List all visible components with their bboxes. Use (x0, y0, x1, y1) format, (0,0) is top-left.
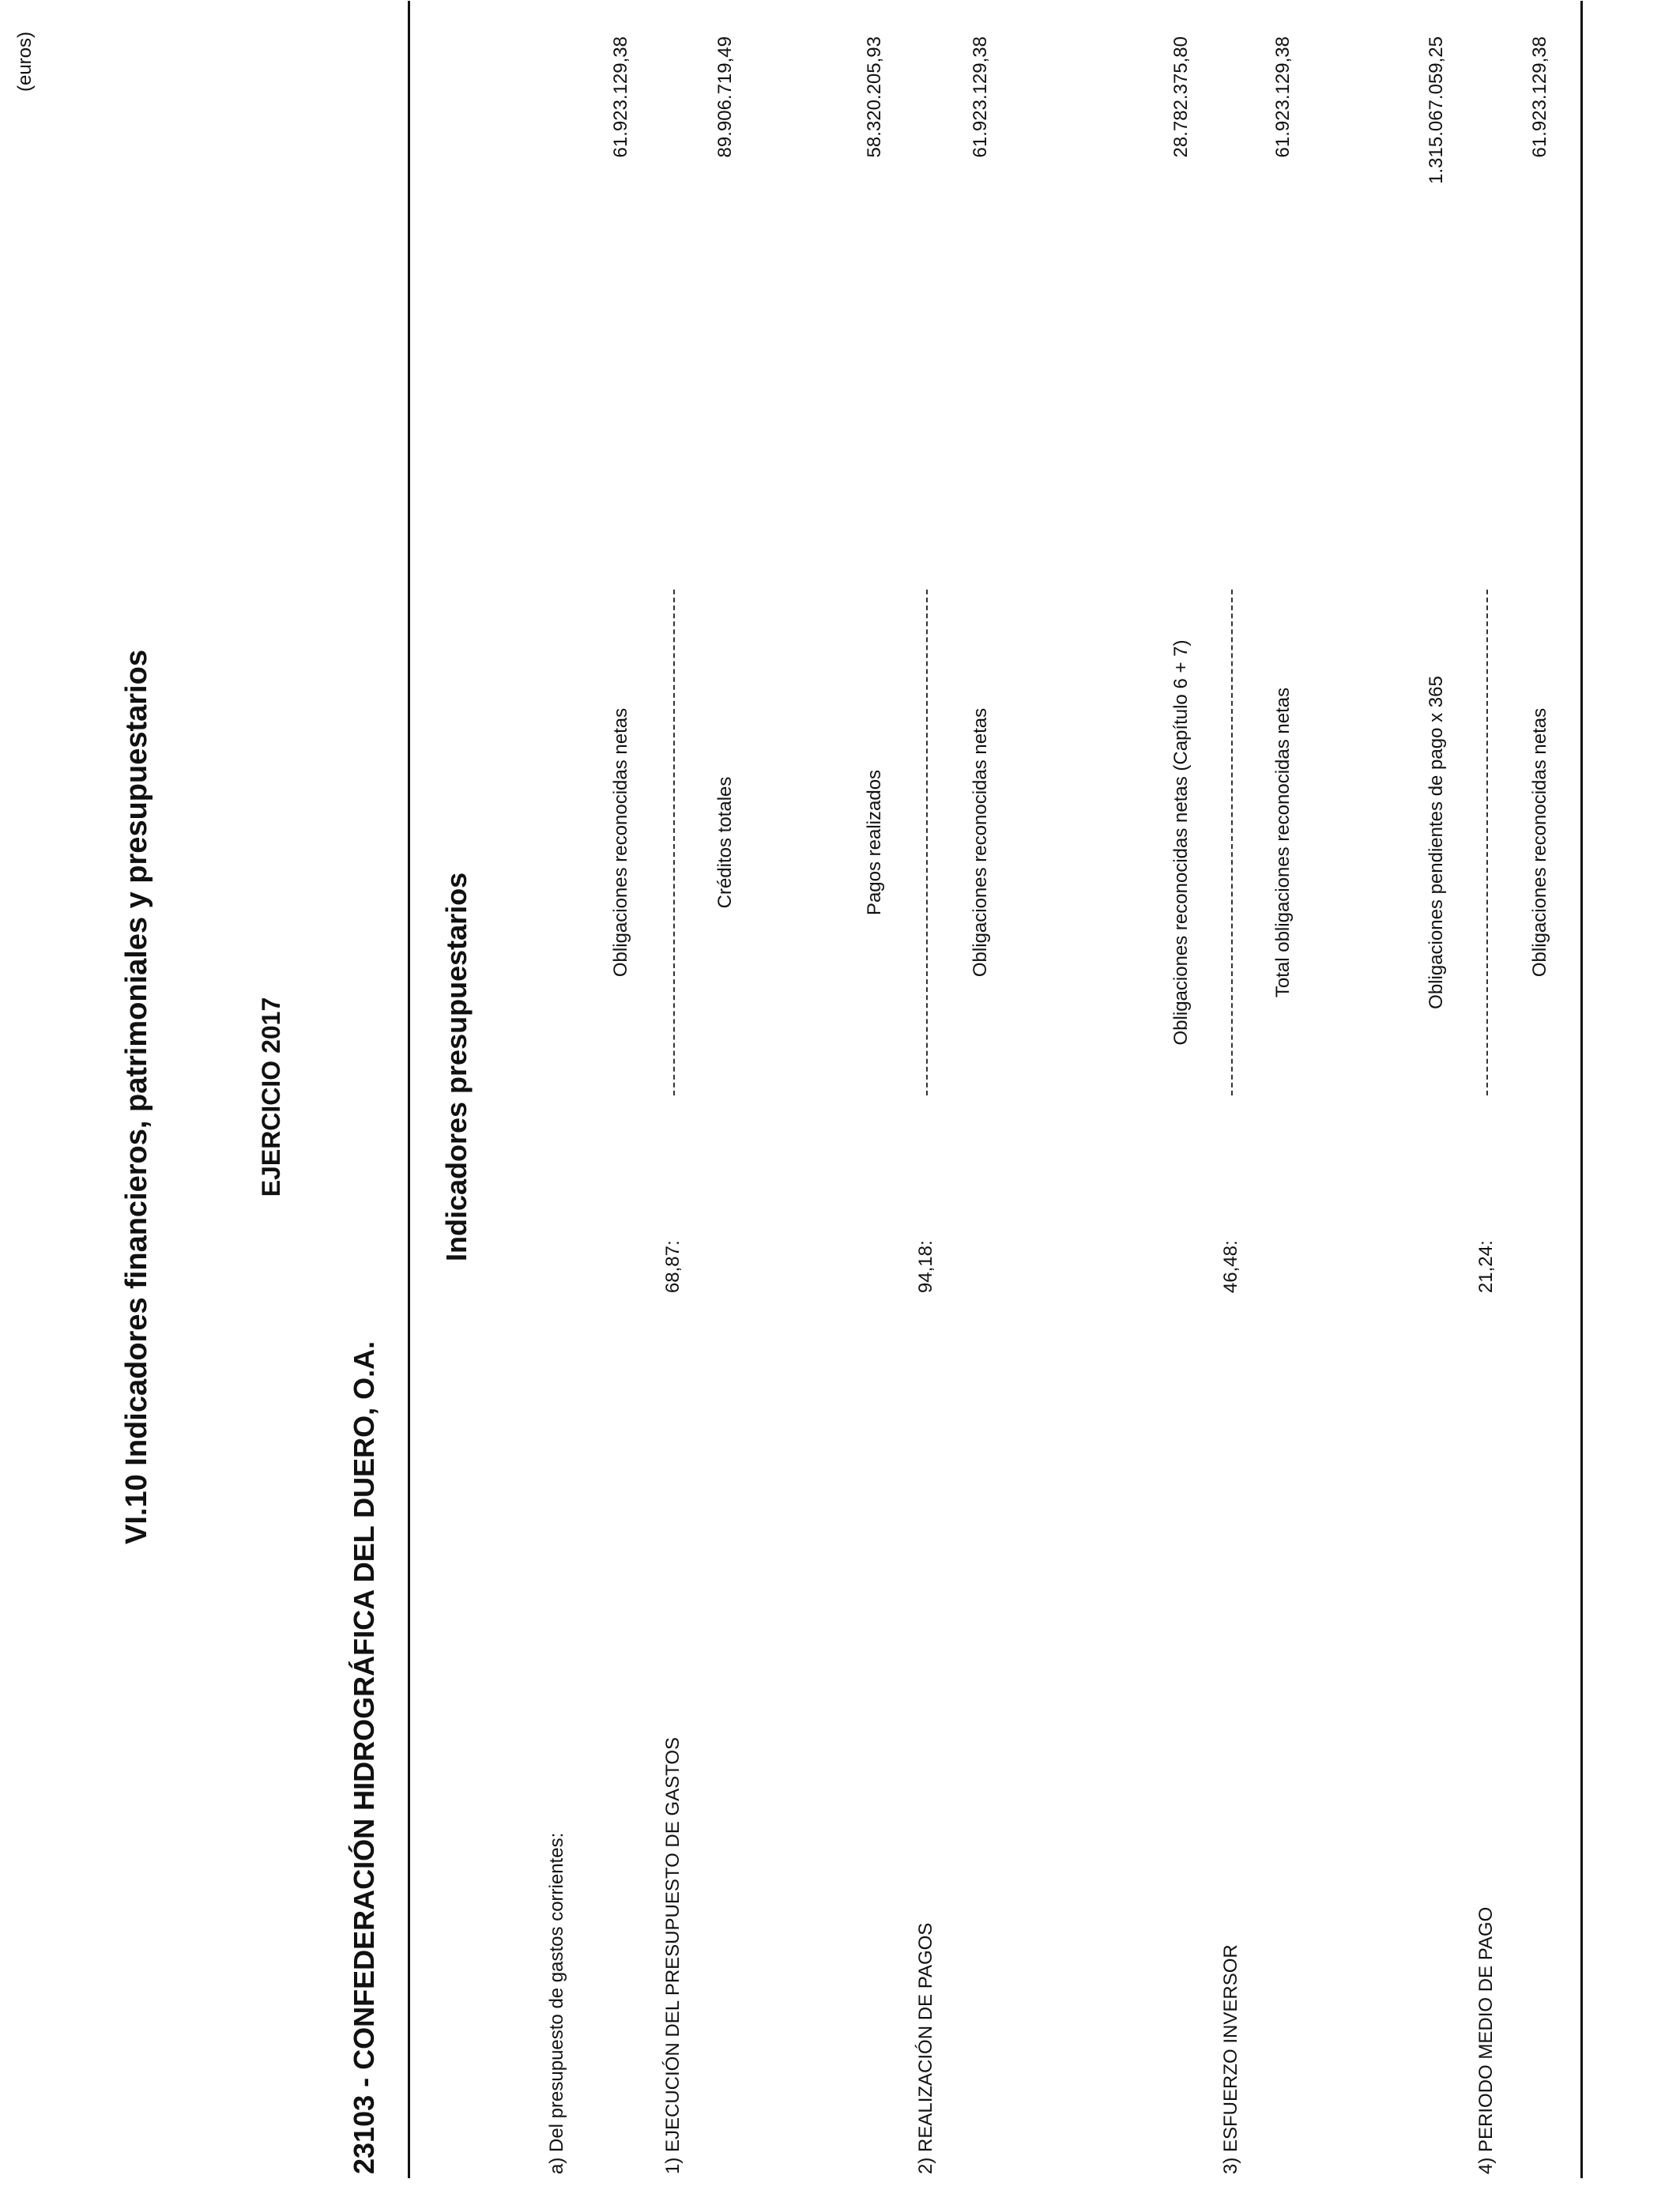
numerator-amount: 58.320.205,93 (864, 36, 885, 158)
numerator-amount: 61.923.129,38 (610, 36, 631, 158)
indicator-value: 21,24 (1475, 1246, 1497, 1294)
units-label: (euros) (14, 31, 36, 92)
numerator-label: Pagos realizados (864, 769, 885, 916)
indicator-colon: : (1220, 1240, 1241, 1246)
indicator-value: 46,48 (1220, 1246, 1241, 1294)
entity-heading: 23103 - CONFEDERACIÓN HIDROGRÁFICA DEL DUERO, O.A. (348, 1340, 380, 2174)
fiscal-year-heading: EJERCICIO 2017 (257, 997, 285, 1197)
indicator-name: 2) REALIZACIÓN DE PAGOS (915, 1922, 936, 2174)
numerator-amount: 1.315.067.059,25 (1426, 36, 1447, 184)
denominator-amount: 89.906.719,49 (714, 36, 736, 158)
indicator-name: 3) ESFUERZO INVERSOR (1220, 1944, 1241, 2174)
indicator-colon: : (662, 1240, 684, 1246)
indicator-name: 4) PERIODO MEDIO DE PAGO (1475, 1906, 1497, 2174)
indicator-value: 68,87 (662, 1246, 684, 1294)
indicator-colon: : (915, 1240, 936, 1246)
indicator-name: 1) EJECUCIÓN DEL PRESUPUESTO DE GASTOS (662, 1736, 684, 2174)
numerator-label: Obligaciones reconocidas netas (610, 707, 631, 978)
page-title: VI.10 Indicadores financieros, patrimoniales y presupuestarios (120, 650, 153, 1544)
denominator-label: Obligaciones reconocidas netas (970, 707, 991, 978)
fraction-line (673, 590, 675, 1095)
numerator-amount: 28.782.375,80 (1170, 36, 1192, 158)
header-rule-bottom (1580, 1, 1583, 2178)
indicator-colon: : (1475, 1240, 1497, 1246)
section-title: Indicadores presupuestarios (440, 872, 473, 1261)
denominator-label: Obligaciones reconocidas netas (1529, 707, 1550, 978)
numerator-label: Obligaciones reconocidas netas (Capítulo 6 + 7) (1170, 639, 1192, 1046)
fraction-line (1486, 590, 1488, 1095)
denominator-label: Total obligaciones reconocidas netas (1272, 687, 1294, 998)
denominator-amount: 61.923.129,38 (1529, 36, 1550, 158)
header-rule-top (408, 1, 410, 2178)
indicator-value: 94,18 (915, 1246, 936, 1294)
fraction-line (1231, 590, 1233, 1095)
group-label: a) Del presupuesto de gastos corrientes: (546, 1832, 567, 2174)
denominator-label: Créditos totales (714, 776, 736, 909)
fraction-line (926, 590, 928, 1095)
numerator-label: Obligaciones pendientes de pago x 365 (1426, 676, 1447, 1009)
denominator-amount: 61.923.129,38 (1272, 36, 1294, 158)
denominator-amount: 61.923.129,38 (970, 36, 991, 158)
